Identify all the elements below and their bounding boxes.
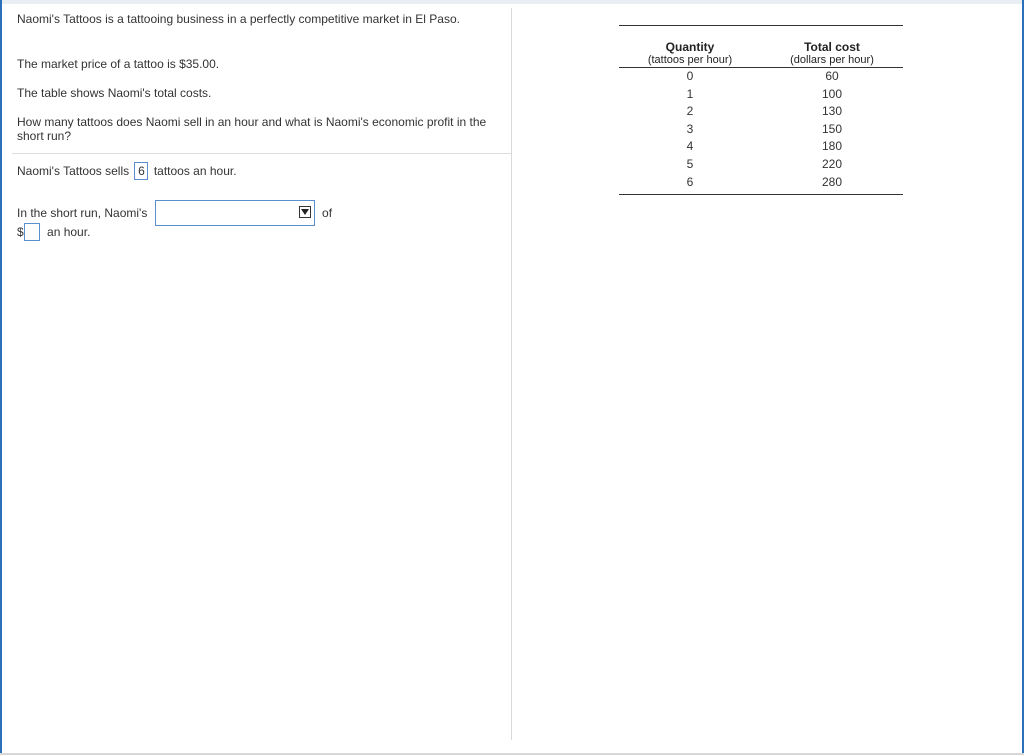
panel-divider — [511, 8, 512, 740]
answer-quantity-suffix: tattoos an hour. — [153, 164, 237, 178]
dropdown-arrow-icon[interactable] — [299, 206, 311, 218]
left-border — [0, 0, 2, 755]
quantity-cell: 2 — [686, 104, 694, 119]
total-cost-table — [619, 25, 903, 195]
question-prompt: How many tattoos does Naomi sell in an hour and what is Naomi's economic profit in the short run? — [17, 115, 487, 143]
total-cost-cell: 60 — [825, 69, 839, 83]
table-row — [619, 68, 903, 86]
answer-line-profit-amount — [17, 223, 90, 241]
quantity-answer-input[interactable]: 6 — [134, 162, 148, 180]
table-header — [619, 26, 903, 67]
currency-symbol: $ — [17, 225, 24, 239]
window-top-edge — [0, 0, 1024, 4]
answer-profit-suffix: of — [322, 206, 333, 220]
table-row — [619, 86, 903, 104]
question-table-note: The table shows Naomi's total costs. — [17, 86, 212, 100]
quantity-cell: 5 — [686, 156, 694, 171]
table-bottom-rule — [619, 194, 903, 195]
table-row — [619, 138, 903, 156]
table-row — [619, 121, 903, 139]
table-row — [619, 174, 903, 192]
profit-amount-input[interactable] — [24, 223, 40, 241]
profit-type-dropdown[interactable] — [155, 200, 315, 226]
quantity-header — [619, 40, 761, 67]
answer-amount-suffix: an hour. — [47, 225, 91, 239]
question-intro: Naomi's Tattoos is a tattooing business in a perfectly competitive market in El Paso. — [17, 12, 460, 26]
total-cost-cell: 280 — [821, 174, 843, 189]
question-answer-separator — [12, 153, 511, 154]
table-body — [619, 68, 903, 194]
quantity-cell: 6 — [686, 174, 694, 189]
quantity-cell: 1 — [686, 86, 694, 101]
table-row — [619, 156, 903, 174]
answer-line-quantity — [17, 162, 237, 180]
total-cost-cell: 220 — [821, 156, 843, 171]
table-row — [619, 103, 903, 121]
quantity-cell: 3 — [686, 121, 694, 136]
quantity-cell: 4 — [686, 139, 694, 154]
quantity-cell: 0 — [686, 69, 694, 83]
answer-quantity-prefix: Naomi's Tattoos sells — [17, 164, 130, 178]
question-market-price: The market price of a tattoo is $35.00. — [17, 57, 220, 71]
total-cost-header-units: (dollars per hour) — [790, 54, 874, 66]
total-cost-cell: 180 — [821, 139, 843, 154]
quantity-header-title: Quantity — [665, 40, 715, 54]
quantity-header-units: (tattoos per hour) — [647, 54, 733, 66]
total-cost-header — [761, 40, 903, 67]
total-cost-cell: 150 — [821, 121, 843, 136]
total-cost-cell: 130 — [821, 104, 843, 119]
total-cost-cell: 100 — [821, 86, 843, 101]
total-cost-header-title: Total cost — [804, 40, 860, 54]
answer-profit-prefix: In the short run, Naomi's — [17, 206, 148, 220]
